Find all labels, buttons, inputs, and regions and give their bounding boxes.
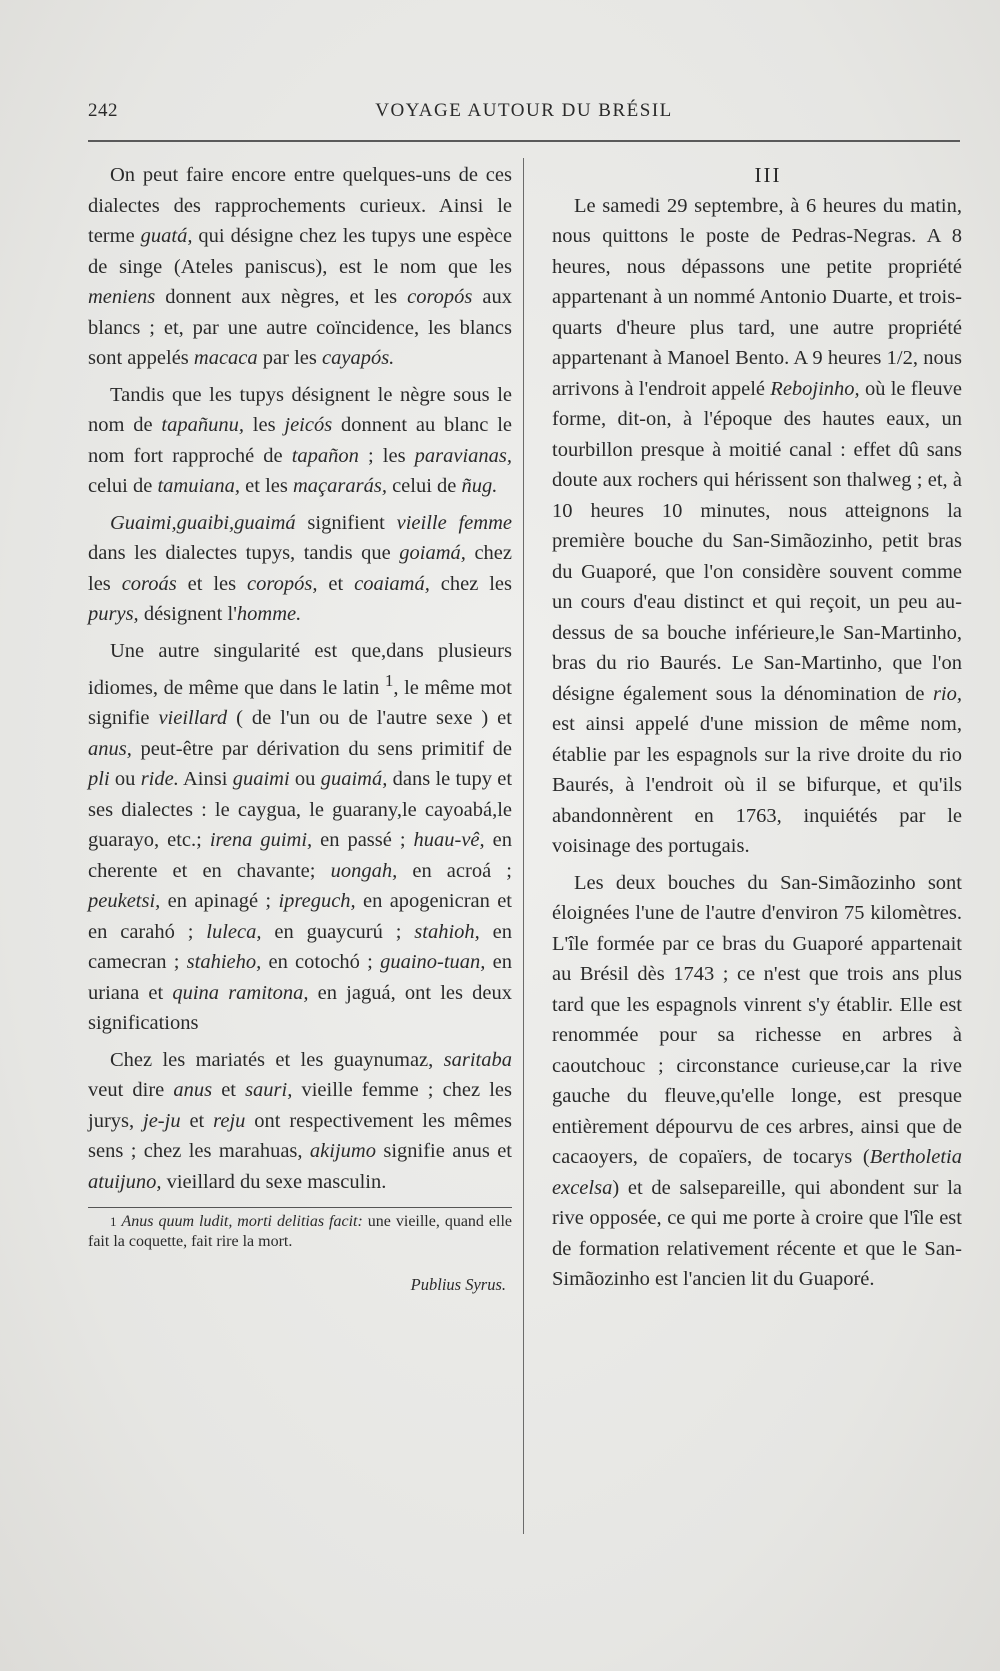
text-run: chez les bbox=[88, 542, 512, 595]
italic-term: vieille femme bbox=[396, 511, 512, 534]
text-run: en jaguá, ont les deux significations bbox=[88, 981, 512, 1035]
footnote-attribution: Publius Syrus. bbox=[410, 1275, 506, 1295]
text-run: par les bbox=[257, 347, 322, 369]
italic-term: huau-vê, bbox=[413, 829, 485, 852]
text-run: celui de bbox=[386, 475, 462, 497]
italic-term: homme. bbox=[236, 603, 302, 625]
text-run: et les bbox=[176, 572, 248, 595]
text-run: Les deux bouches du San-Simãozinho sont éloignées l'une de l'autre d'environ 75 kilomètres. L'île formée par ce bras du Guaporé appartenait au Brésil dès 1743 ; ce n'est que trois ans plus tard que les espagnols vinrent s'y établir. Elle est renommée pour sa richesse en arbres à caoutchouc ; circonstance curieuse,car la rive gauche du fleuve,qu'elle longe, est presque entièrement dépourvu de ces arbres, ainsi que de cacaoyers, de copaïers, de tocarys ( bbox=[552, 871, 962, 1168]
text-run: en passé ; bbox=[312, 829, 414, 852]
italic-term: quina ramitona, bbox=[172, 981, 309, 1004]
italic-term: coropós bbox=[407, 286, 473, 308]
text-run: Chez les mariatés et les guaynumaz, bbox=[110, 1048, 444, 1071]
italic-term: paravianas, bbox=[414, 444, 513, 467]
text-run: ( de l'un ou de l'autre sexe ) et bbox=[227, 707, 512, 730]
italic-term: goiamá, bbox=[399, 542, 466, 564]
text-run: en cherente et en chavante; bbox=[88, 829, 512, 882]
italic-term: stahioh, bbox=[414, 920, 480, 943]
paragraph bbox=[88, 636, 512, 1039]
text-run: est ainsi appelé d'une mission de même nom, établie par les espagnols sur la rive droite du rio Baurés, à l'endroit où il se bifurque, et qu'ils abandonnèrent en 1763, inquiétés par le voisinage des portugais. bbox=[552, 713, 962, 857]
text-run: vieillard du sexe masculin. bbox=[161, 1170, 387, 1193]
text-run: en uriana et bbox=[88, 951, 512, 1004]
left-body bbox=[88, 160, 512, 1197]
text-run: donnent aux nègres, et les bbox=[155, 286, 408, 308]
italic-term: purys, bbox=[88, 603, 139, 625]
text-run: dans le tupy et ses dialectes : le caygua, le guarany,le cayoabá,le guarayo, etc.; bbox=[88, 768, 513, 852]
italic-term: saritaba bbox=[443, 1048, 512, 1071]
text-run: qui désigne chez les tupys une espèce de singe (Ateles paniscus), est le nom que les bbox=[88, 225, 513, 278]
italic-term: irena guimi, bbox=[209, 829, 313, 852]
text-run: et bbox=[212, 1079, 246, 1102]
text-run: Le samedi 29 septembre, à 6 heures du matin, nous quittons le poste de Pedras-Negras. A 8 heures, nous dépassons une petite propriété appartenant à un nommé Antonio Duarte, et trois-quarts d'heure plus tard, une autre propriété appartenant à Manoel Bento. A 9 heures 1/2, nous arrivons à l'endroit appelé bbox=[552, 194, 962, 400]
text-run: en acroá ; bbox=[397, 859, 512, 882]
page-number: 242 bbox=[88, 100, 118, 121]
text-run: chez les bbox=[429, 572, 512, 595]
italic-term: sauri, bbox=[245, 1079, 293, 1102]
italic-term: rio, bbox=[932, 682, 962, 705]
italic-term: guaino-tuan, bbox=[380, 951, 486, 974]
section-number: III bbox=[754, 163, 782, 187]
italic-term: coaiamá, bbox=[354, 572, 430, 595]
text-run: aux blancs ; et, par une autre coïncidence, les blancs sont appelés bbox=[88, 286, 512, 369]
text-run: veut dire bbox=[88, 1079, 174, 1102]
text-run: ont respectivement les mêmes sens ; chez les marahuas, bbox=[88, 1109, 512, 1163]
text-run: signifie anus et bbox=[375, 1140, 512, 1163]
footnote-number: 1 bbox=[110, 1214, 117, 1230]
text-run: On peut faire encore entre quelques-uns de ces dialectes des rapprochements curieux. Ainsi le terme bbox=[88, 164, 512, 247]
italic-term: macaca bbox=[193, 347, 258, 369]
text-run: dans les dialectes tupys, tandis que bbox=[88, 542, 400, 564]
italic-term: atuijuno, bbox=[88, 1170, 162, 1193]
text-run: vieille femme ; chez les jurys, bbox=[88, 1079, 512, 1132]
text-run: une vieille, quand elle fait la coquette, fait rire la mort. bbox=[88, 1213, 513, 1251]
left-column bbox=[88, 160, 512, 1301]
italic-term: tapañunu, bbox=[161, 414, 244, 436]
italic-term: Bertholetia excelsa bbox=[552, 1146, 962, 1199]
text-run: désignent l' bbox=[138, 603, 237, 625]
italic-term: je-ju bbox=[143, 1109, 181, 1132]
italic-term: meniens bbox=[88, 286, 156, 308]
italic-term: vieillard bbox=[158, 707, 228, 730]
text-run: donnent au blanc le nom fort rapproché de bbox=[88, 414, 512, 467]
text-run: où le fleuve forme, dit-on, à l'époque des hautes eaux, un tourbillon presque à moitié canal : effet dû sans doute aux rochers qui hérissent son thalweg ; et, à 10 heures 10 minutes, nous atteignons la première bouche du San-Simãozinho, petit bras du Guaporé, que l'on considère souvent comme un cours d'eau distinct et qui reçoit, un peu au-dessus de sa bouche inférieure,le San-Martinho, bras du rio Baurés. Le San-Martinho, que l'on désigne également sous la dénomination de bbox=[552, 377, 962, 705]
text-run: ou bbox=[109, 768, 141, 791]
italic-term: ipreguch, bbox=[278, 890, 356, 913]
italic-term: tamuiana, bbox=[157, 475, 241, 497]
right-body bbox=[552, 191, 962, 1295]
text-run: Une autre singularité est que,dans plusieurs idiomes, de même que dans le latin bbox=[88, 639, 512, 699]
text-run: ; les bbox=[358, 444, 415, 467]
header-rule bbox=[88, 140, 960, 142]
italic-term: tapañon bbox=[291, 444, 359, 467]
italic-term: ride. bbox=[140, 768, 179, 791]
italic-term: Anus quum ludit, morti delitias facit: bbox=[121, 1213, 363, 1231]
text-run: peut-être par dérivation du sens primitif de bbox=[131, 737, 512, 760]
italic-term: guatá, bbox=[140, 225, 193, 247]
italic-term: anus, bbox=[88, 737, 132, 760]
italic-term: Guaimi,guaibi,guaimá bbox=[110, 511, 296, 534]
page-header bbox=[88, 100, 960, 126]
italic-term: Rebojinho, bbox=[770, 377, 860, 400]
italic-term: anus bbox=[173, 1079, 213, 1102]
paragraph bbox=[88, 380, 512, 502]
text-run: les bbox=[243, 414, 285, 436]
text-run: et bbox=[317, 572, 355, 595]
italic-term: reju bbox=[213, 1109, 246, 1132]
italic-term: pli bbox=[88, 768, 110, 791]
text-run: en cotochó ; bbox=[261, 951, 381, 974]
right-column bbox=[552, 160, 962, 1295]
italic-term: luleca, bbox=[206, 920, 262, 943]
italic-term: guaimá, bbox=[320, 768, 388, 791]
italic-term: guaimi bbox=[232, 768, 290, 791]
italic-term: ñug. bbox=[461, 475, 498, 497]
footnote-ref: 1 bbox=[384, 671, 394, 690]
paragraph bbox=[552, 191, 962, 862]
italic-term: akijumo bbox=[309, 1140, 376, 1163]
italic-term: maçararás, bbox=[292, 475, 387, 497]
text-run: en apogenicran et en carahó ; bbox=[88, 890, 513, 943]
italic-term: stahieho, bbox=[186, 951, 262, 974]
italic-term: jeicós bbox=[284, 414, 333, 436]
running-title: VOYAGE AUTOUR DU BRÉSIL bbox=[375, 100, 673, 121]
text-run: et bbox=[180, 1109, 214, 1132]
text-run: celui de bbox=[88, 475, 158, 497]
text-run: en camecran ; bbox=[88, 920, 512, 974]
text-run: Ainsi bbox=[178, 768, 233, 791]
italic-term: coroás bbox=[121, 572, 177, 595]
text-run: en apinagé ; bbox=[160, 890, 279, 913]
text-run: signifient bbox=[295, 511, 397, 534]
paragraph bbox=[552, 868, 962, 1295]
italic-term: uongah, bbox=[330, 859, 398, 882]
italic-term: cayapós. bbox=[322, 347, 395, 369]
text-run: ) et de salsepareille, qui abondent sur la rive opposée, ce qui me porte à croire que l'île est de formation relativement récente et que le San-Simãozinho est l'ancien lit du Guaporé. bbox=[552, 1176, 962, 1290]
text-run: ou bbox=[289, 768, 321, 791]
column-divider bbox=[523, 158, 524, 1534]
italic-term: coropós, bbox=[247, 572, 318, 595]
paragraph bbox=[88, 508, 512, 630]
paragraph bbox=[88, 160, 512, 374]
text-run: , le même mot signifie bbox=[88, 676, 512, 730]
text-run: Tandis que les tupys désignent le nègre sous le nom de bbox=[88, 383, 512, 436]
footnote-separator bbox=[88, 1207, 512, 1208]
italic-term: peuketsi, bbox=[88, 890, 161, 913]
footnote bbox=[88, 1212, 512, 1252]
text-run: en guaycurú ; bbox=[261, 920, 415, 943]
text-run: et les bbox=[240, 475, 293, 497]
paragraph bbox=[88, 1045, 512, 1198]
